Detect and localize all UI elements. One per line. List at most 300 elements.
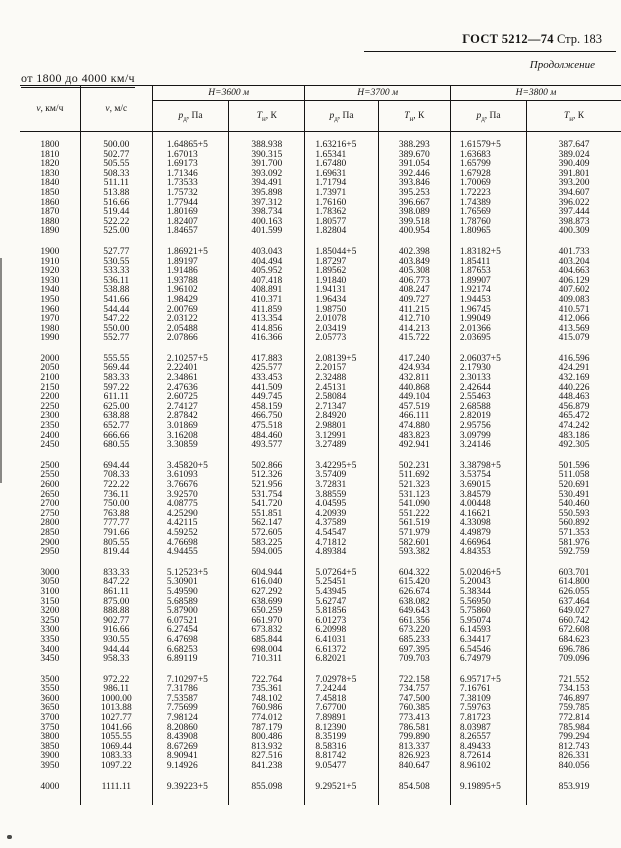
table-cell: 561.519	[378, 519, 450, 529]
table-cell: 660.742	[527, 617, 621, 627]
table-cell: 3.92570	[152, 491, 228, 501]
table-cell: 8.26557	[450, 733, 526, 743]
table-cell: 9.19895+5	[450, 772, 526, 793]
table-cell: 787.179	[229, 724, 305, 734]
table-cell: 1097.22	[80, 762, 152, 772]
table-cell: 404.663	[527, 267, 621, 277]
table-cell: 666.66	[80, 432, 152, 442]
table-cell: 7.89891	[305, 714, 378, 724]
table-cell: 1013.88	[80, 704, 152, 714]
table-cell: 6.01273	[305, 617, 378, 627]
table-cell: 638.699	[229, 598, 305, 608]
table-cell: 2.03419	[305, 325, 378, 335]
table-cell: 3300	[40, 625, 60, 636]
table-row	[20, 237, 621, 258]
group-header-h3700: Н=3700 м	[305, 86, 450, 101]
table-cell: 396.022	[527, 199, 621, 209]
table-cell: 1.74389	[450, 199, 526, 209]
table-cell: 2.74127	[152, 403, 228, 413]
table-cell: 1900	[40, 246, 60, 257]
table-cell: 721.552	[527, 665, 621, 686]
table-cell: 3.88559	[305, 491, 378, 501]
table-cell: 562.147	[229, 519, 305, 529]
table-cell: 1940	[40, 285, 60, 296]
col-header-p-3700: $p_д$, Па	[305, 101, 378, 132]
table-cell: 1.89562	[305, 267, 378, 277]
table-cell: 709.703	[378, 655, 450, 665]
table-cell: 748.102	[229, 695, 305, 705]
table-cell: 958.33	[80, 655, 152, 665]
table-cell: 2150	[40, 382, 60, 393]
table-cell: 763.88	[80, 510, 152, 520]
table-cell: 541.720	[229, 500, 305, 510]
table-cell: 1.72223	[450, 189, 526, 199]
page-number: Стр. 183	[556, 32, 602, 46]
table-cell: 407.602	[527, 286, 621, 296]
table-cell: 2.08139+5	[305, 344, 378, 365]
table-cell: 1800	[40, 140, 60, 150]
table-cell: 6.61372	[305, 646, 378, 656]
table-cell: 1.96102	[152, 286, 228, 296]
table-cell: 3.16208	[152, 432, 228, 442]
table-cell: 536.11	[80, 277, 152, 287]
table-cell: 530.491	[527, 491, 621, 501]
table-cell: 417.240	[378, 344, 450, 365]
table-cell: 550.00	[80, 325, 152, 335]
table-cell: 916.66	[80, 626, 152, 636]
table-cell: 760.385	[378, 704, 450, 714]
table-cell: 6.54546	[450, 646, 526, 656]
table-cell: 440.226	[527, 384, 621, 394]
table-cell: 530.55	[80, 258, 152, 268]
table-cell: 5.02046+5	[450, 558, 526, 579]
table-row	[20, 548, 621, 558]
table-cell: 405.952	[229, 267, 305, 277]
table-cell: 8.96102	[450, 762, 526, 772]
table-cell: 986.11	[80, 685, 152, 695]
table-cell: 3750	[40, 722, 60, 733]
table-cell: 722.764	[229, 665, 305, 686]
table-cell: 390.409	[527, 160, 621, 170]
table-cell: 389.024	[527, 151, 621, 161]
table-cell: 1.70069	[450, 179, 526, 189]
table-cell: 854.508	[378, 772, 450, 793]
table-cell: 1870	[40, 207, 60, 218]
table-cell: 2.10257+5	[152, 344, 228, 365]
table-cell	[20, 792, 80, 805]
table-cell: 1980	[40, 323, 60, 334]
table-cell: 3250	[40, 615, 60, 626]
table-cell: 813.337	[378, 743, 450, 753]
table-cell: 501.596	[527, 451, 621, 472]
table-cell: 522.22	[80, 218, 152, 228]
table-cell: 847.22	[80, 578, 152, 588]
table-cell: 2.58084	[305, 393, 378, 403]
table-cell: 1.80169	[152, 208, 228, 218]
table-cell: 4.08775	[152, 500, 228, 510]
table-cell: 625.00	[80, 403, 152, 413]
table-cell: 483.823	[378, 432, 450, 442]
col-header-t-3600: $Т_н$, К	[229, 101, 305, 132]
table-cell: 8.67269	[152, 743, 228, 753]
table-cell: 2750	[40, 508, 60, 519]
table-cell: 6.14593	[450, 626, 526, 636]
table-cell: 474.242	[527, 422, 621, 432]
table-cell: 1.77944	[152, 199, 228, 209]
table-cell: 1910	[40, 256, 60, 267]
table-cell: 394.607	[527, 189, 621, 199]
table-cell: 392.446	[378, 170, 450, 180]
table-cell: 2700	[40, 499, 60, 510]
table-cell: 1.89197	[152, 258, 228, 268]
table-cell: 7.16761	[450, 685, 526, 695]
table-cell: 399.518	[378, 218, 450, 228]
col-header-p-3600: $p_д$, Па	[152, 101, 228, 132]
table-cell: 1880	[40, 216, 60, 227]
table-cell: 547.22	[80, 315, 152, 325]
table-cell: 1.87653	[450, 267, 526, 277]
table-cell: 611.11	[80, 393, 152, 403]
table-cell: 5.49590	[152, 588, 228, 598]
table-cell: 685.844	[229, 636, 305, 646]
table-cell: 592.759	[527, 548, 621, 558]
table-cell: 1820	[40, 159, 60, 170]
table-cell: 6.82021	[305, 655, 378, 665]
table-cell: 3.27489	[305, 441, 378, 451]
table-cell: 403.849	[378, 258, 450, 268]
table-cell: 406.129	[527, 277, 621, 287]
table-cell: 2050	[40, 363, 60, 374]
table-cell: 799.294	[527, 733, 621, 743]
table-cell: 672.608	[527, 626, 621, 636]
table-cell: 1.84657	[152, 227, 228, 237]
table-cell: 2400	[40, 430, 60, 441]
table-cell: 388.938	[229, 132, 305, 151]
table-cell: 424.291	[527, 364, 621, 374]
table-cell: 1.80577	[305, 218, 378, 228]
table-cell: 6.34417	[450, 636, 526, 646]
table-cell: 785.984	[527, 724, 621, 734]
table-cell: 415.722	[378, 334, 450, 344]
table-cell: 401.733	[527, 237, 621, 258]
table-cell: 1111.11	[80, 772, 152, 793]
table-cell: 3.69015	[450, 481, 526, 491]
col-header-p-3800: $p_д$, Па	[450, 101, 526, 132]
table-cell: 7.02978+5	[305, 665, 378, 686]
table-cell: 805.55	[80, 539, 152, 549]
table-cell: 786.581	[378, 724, 450, 734]
table-cell: 440.868	[378, 384, 450, 394]
table-cell: 1.64865+5	[152, 132, 228, 151]
table-cell: 2800	[40, 518, 60, 529]
table-cell: 1.73533	[152, 179, 228, 189]
table-cell: 508.33	[80, 170, 152, 180]
table-cell: 393.200	[527, 179, 621, 189]
table-tail	[20, 792, 621, 805]
table-cell: 8.72614	[450, 752, 526, 762]
table-cell: 2000	[40, 353, 60, 364]
table-cell: 521.323	[378, 481, 450, 491]
table-cell: 853.919	[527, 772, 621, 793]
table-cell: 410.571	[527, 306, 621, 316]
table-cell	[378, 792, 450, 805]
table-cell: 3400	[40, 644, 60, 655]
table-row	[20, 334, 621, 344]
table-cell: 7.53587	[152, 695, 228, 705]
table-cell: 722.22	[80, 481, 152, 491]
table-cell: 449.745	[229, 393, 305, 403]
table-cell: 4.16621	[450, 510, 526, 520]
table-cell: 551.222	[378, 510, 450, 520]
table-cell: 5.25451	[305, 578, 378, 588]
table-cell: 457.519	[378, 403, 450, 413]
table-cell: 1041.66	[80, 724, 152, 734]
table-cell: 2.87842	[152, 412, 228, 422]
table-cell: 525.00	[80, 227, 152, 237]
table-cell: 698.004	[229, 646, 305, 656]
table-cell: 6.47698	[152, 636, 228, 646]
table-cell: 3200	[40, 606, 60, 617]
table-cell: 5.20043	[450, 578, 526, 588]
table-cell: 944.44	[80, 646, 152, 656]
table-cell: 415.079	[527, 334, 621, 344]
table-cell: 1950	[40, 294, 60, 305]
table-cell: 840.056	[527, 762, 621, 772]
table-cell: 3950	[40, 761, 60, 772]
table-cell: 3650	[40, 703, 60, 714]
table-cell: 8.03987	[450, 724, 526, 734]
table-cell: 493.577	[229, 441, 305, 451]
table-cell: 424.934	[378, 364, 450, 374]
table-cell: 2450	[40, 440, 60, 451]
table-header	[20, 86, 621, 132]
group-header-h3800: Н=3800 м	[450, 86, 621, 101]
table-cell: 759.785	[527, 704, 621, 714]
table-cell: 760.986	[229, 704, 305, 714]
table-cell: 3050	[40, 577, 60, 588]
table-cell: 389.670	[378, 151, 450, 161]
table-cell: 413.569	[527, 325, 621, 335]
table-cell: 1.99049	[450, 315, 526, 325]
table-cell: 474.880	[378, 422, 450, 432]
table-cell: 7.98124	[152, 714, 228, 724]
table-cell: 560.892	[527, 519, 621, 529]
table-row	[20, 451, 621, 472]
table-cell: 414.856	[229, 325, 305, 335]
table-cell: 746.897	[527, 695, 621, 705]
table-cell: 409.083	[527, 296, 621, 306]
table-cell: 400.309	[527, 227, 621, 237]
table-cell: 398.734	[229, 208, 305, 218]
table-cell: 841.238	[229, 762, 305, 772]
table-cell: 5.62747	[305, 598, 378, 608]
continuation-label: Продолжение	[529, 59, 595, 71]
table-cell: 773.413	[378, 714, 450, 724]
table-cell: 9.05477	[305, 762, 378, 772]
table-cell: 708.33	[80, 471, 152, 481]
table-cell	[305, 792, 378, 805]
table-cell: 3.12991	[305, 432, 378, 442]
table-cell: 774.012	[229, 714, 305, 724]
table-cell: 2.47636	[152, 384, 228, 394]
table-cell: 410.371	[229, 296, 305, 306]
table-cell: 2.95756	[450, 422, 526, 432]
table-cell: 709.096	[527, 655, 621, 665]
table-cell: 1.85411	[450, 258, 526, 268]
table-cell: 750.00	[80, 500, 152, 510]
table-cell: 614.800	[527, 578, 621, 588]
table-cell: 735.361	[229, 685, 305, 695]
table-cell: 1.71794	[305, 179, 378, 189]
table-cell: 1840	[40, 178, 60, 189]
table-cell: 6.74979	[450, 655, 526, 665]
table-cell: 3600	[40, 693, 60, 704]
table-cell: 6.27454	[152, 626, 228, 636]
table-cell: 2.30133	[450, 374, 526, 384]
table-cell: 396.667	[378, 199, 450, 209]
table-cell: 412.066	[527, 315, 621, 325]
table-cell: 6.89119	[152, 655, 228, 665]
table-cell: 2.06037+5	[450, 344, 526, 365]
table-cell: 2.71347	[305, 403, 378, 413]
table-cell: 388.293	[378, 132, 450, 151]
table-cell: 2.82019	[450, 412, 526, 422]
table-cell: 1.65341	[305, 151, 378, 161]
table-cell: 2100	[40, 373, 60, 384]
table-cell: 661.356	[378, 617, 450, 627]
table-cell: 2.45131	[305, 384, 378, 394]
table-cell: 4000	[40, 781, 60, 792]
table-cell: 3350	[40, 634, 60, 645]
table-cell: 1.69173	[152, 160, 228, 170]
table-cell: 3.38798+5	[450, 451, 526, 472]
table-cell: 398.089	[378, 208, 450, 218]
table-cell: 397.312	[229, 199, 305, 209]
table-cell: 2.01078	[305, 315, 378, 325]
table-cell: 3.76676	[152, 481, 228, 491]
table-cell: 747.500	[378, 695, 450, 705]
table-cell: 627.292	[229, 588, 305, 598]
table-cell: 408.891	[229, 286, 305, 296]
table-cell: 1920	[40, 266, 60, 277]
table-cell: 680.55	[80, 441, 152, 451]
table-cell: 484.460	[229, 432, 305, 442]
table-cell: 395.253	[378, 189, 450, 199]
table-cell: 550.593	[527, 510, 621, 520]
table-row	[20, 344, 621, 365]
table-cell: 5.95074	[450, 617, 526, 627]
table-cell: 475.518	[229, 422, 305, 432]
table-cell: 626.674	[378, 588, 450, 598]
table-cell: 390.315	[229, 151, 305, 161]
table-cell: 855.098	[229, 772, 305, 793]
table-cell: 412.710	[378, 315, 450, 325]
table-cell: 516.66	[80, 199, 152, 209]
table-cell	[152, 792, 228, 805]
table-cell: 1.92174	[450, 286, 526, 296]
table-cell: 1.91486	[152, 267, 228, 277]
table-cell: 7.81723	[450, 714, 526, 724]
table-row	[20, 655, 621, 665]
table-cell: 538.88	[80, 286, 152, 296]
table-cell: 3.30859	[152, 441, 228, 451]
table-cell: 2650	[40, 489, 60, 500]
table-cell: 402.398	[378, 237, 450, 258]
table-cell: 791.66	[80, 529, 152, 539]
scan-edge-artifact	[0, 258, 2, 483]
table-cell: 8.58316	[305, 743, 378, 753]
col-header-v-kmh: v, км/ч	[20, 86, 80, 132]
table-cell: 5.07264+5	[305, 558, 378, 579]
table-cell: 408.247	[378, 286, 450, 296]
table-cell: 571.979	[378, 529, 450, 539]
table-cell: 812.743	[527, 743, 621, 753]
table-cell: 413.354	[229, 315, 305, 325]
table-cell: 4.84353	[450, 548, 526, 558]
table-cell: 502.866	[229, 451, 305, 472]
table-row	[20, 665, 621, 686]
table-cell: 800.486	[229, 733, 305, 743]
table-row	[20, 772, 621, 793]
table-cell: 4.42115	[152, 519, 228, 529]
table-cell	[527, 792, 621, 805]
table-cell: 2600	[40, 480, 60, 490]
table-cell: 4.71812	[305, 539, 378, 549]
table-cell: 2.98801	[305, 422, 378, 432]
table-cell: 888.88	[80, 607, 152, 617]
table-cell: 541.66	[80, 296, 152, 306]
table-cell: 9.39223+5	[152, 772, 228, 793]
table-cell: 1.82407	[152, 218, 228, 228]
table-cell: 3.24146	[450, 441, 526, 451]
table-cell: 4.37589	[305, 519, 378, 529]
table-cell: 511.692	[378, 471, 450, 481]
table-cell: 650.259	[229, 607, 305, 617]
table-cell: 7.38109	[450, 695, 526, 705]
table-cell: 3850	[40, 741, 60, 752]
table-cell: 652.77	[80, 422, 152, 432]
table-cell: 398.873	[527, 218, 621, 228]
table-cell: 2.42644	[450, 384, 526, 394]
table-cell: 638.082	[378, 598, 450, 608]
table-cell: 637.464	[527, 598, 621, 608]
table-cell: 1000.00	[80, 695, 152, 705]
table-cell: 1.75732	[152, 189, 228, 199]
table-cell: 772.814	[527, 714, 621, 724]
table-cell: 5.43945	[305, 588, 378, 598]
table-cell: 2200	[40, 392, 60, 403]
table-cell: 3700	[40, 713, 60, 724]
table-cell: 541.090	[378, 500, 450, 510]
table-cell: 1027.77	[80, 714, 152, 724]
table-cell: 531.754	[229, 491, 305, 501]
table-cell: 400.163	[229, 218, 305, 228]
table-cell: 7.67700	[305, 704, 378, 714]
table-cell: 1860	[40, 197, 60, 208]
table-cell: 551.851	[229, 510, 305, 520]
table-cell: 414.213	[378, 325, 450, 335]
table-cell: 458.159	[229, 403, 305, 413]
table-cell: 1.85044+5	[305, 237, 378, 258]
table-cell	[450, 792, 526, 805]
table-cell: 1.63216+5	[305, 132, 378, 151]
table-cell: 1.71346	[152, 170, 228, 180]
table-cell: 405.308	[378, 267, 450, 277]
table-cell: 3900	[40, 751, 60, 762]
table-cell: 2.03695	[450, 334, 526, 344]
table-cell: 394.491	[229, 179, 305, 189]
table-cell: 411.859	[229, 306, 305, 316]
